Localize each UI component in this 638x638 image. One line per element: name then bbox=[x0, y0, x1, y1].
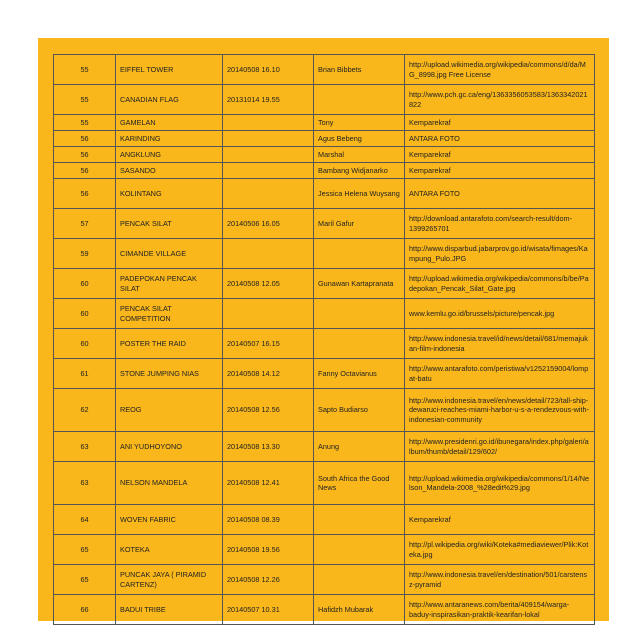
source-cell: Kemparekraf bbox=[405, 505, 595, 535]
source-cell: Kemparekraf bbox=[405, 147, 595, 163]
page-number-cell: 61 bbox=[54, 359, 116, 389]
date-cell bbox=[223, 147, 314, 163]
source-cell: http://www.antaranews.com/berita/409154/warga-baduy-inspirasikan-praktik-kearifan-lokal bbox=[405, 595, 595, 625]
author-cell: Maril Gafur bbox=[314, 209, 405, 239]
page-number-cell: 56 bbox=[54, 163, 116, 179]
source-cell: http://www.antarafoto.com/peristiwa/v1252159004/lompat-batu bbox=[405, 359, 595, 389]
date-cell: 20131014 19.55 bbox=[223, 85, 314, 115]
photo-title-cell: NELSON MANDELA bbox=[116, 462, 223, 505]
table-row bbox=[54, 147, 595, 163]
date-cell: 20140506 16.05 bbox=[223, 209, 314, 239]
source-cell: http://download.antarafoto.com/search-result/dom-1399265701 bbox=[405, 209, 595, 239]
table-row bbox=[54, 85, 595, 115]
photo-title-cell: WOVEN FABRIC bbox=[116, 505, 223, 535]
table-body bbox=[54, 55, 595, 625]
page-panel bbox=[38, 38, 609, 621]
page-number-cell: 55 bbox=[54, 115, 116, 131]
source-cell: http://www.indonesia.travel/id/news/detail/681/memajukan-film-indonesia bbox=[405, 329, 595, 359]
author-cell bbox=[314, 565, 405, 595]
table-row bbox=[54, 269, 595, 299]
photo-title-cell: ANGKLUNG bbox=[116, 147, 223, 163]
page-number-cell: 59 bbox=[54, 239, 116, 269]
photo-title-cell: PADEPOKAN PENCAK SILAT bbox=[116, 269, 223, 299]
author-cell: Jessica Helena Wuysang bbox=[314, 179, 405, 209]
page-number-cell: 56 bbox=[54, 131, 116, 147]
table-row bbox=[54, 359, 595, 389]
author-cell bbox=[314, 239, 405, 269]
source-cell: http://www.presidenri.go.id/ibunegara/index.php/galeri/album/thumb/detail/129/602/ bbox=[405, 432, 595, 462]
table-row bbox=[54, 595, 595, 625]
author-cell: Marshal bbox=[314, 147, 405, 163]
author-cell: South Africa the Good News bbox=[314, 462, 405, 505]
date-cell: 20140508 13.30 bbox=[223, 432, 314, 462]
date-cell bbox=[223, 131, 314, 147]
date-cell: 20140508 12.05 bbox=[223, 269, 314, 299]
photo-title-cell: STONE JUMPING NIAS bbox=[116, 359, 223, 389]
source-cell: Kemparekraf bbox=[405, 115, 595, 131]
author-cell: Brian Bibbets bbox=[314, 55, 405, 85]
page-number-cell: 55 bbox=[54, 85, 116, 115]
table-row bbox=[54, 505, 595, 535]
date-cell: 20140508 19.56 bbox=[223, 535, 314, 565]
author-cell: Sapto Budiarso bbox=[314, 389, 405, 432]
table-row bbox=[54, 179, 595, 209]
page-number-cell: 57 bbox=[54, 209, 116, 239]
page-number-cell: 55 bbox=[54, 55, 116, 85]
author-cell: Agus Bebeng bbox=[314, 131, 405, 147]
photo-title-cell: BADUI TRIBE bbox=[116, 595, 223, 625]
author-cell: Fanny Octavianus bbox=[314, 359, 405, 389]
source-cell: http://pl.wikipedia.org/wiki/Koteka#mediaviewer/Plik:Koteka.jpg bbox=[405, 535, 595, 565]
photo-title-cell: KOLINTANG bbox=[116, 179, 223, 209]
source-cell: http://www.indonesia.travel/en/news/detail/723/tall-ship-dewaruci-reaches-miami-harbor-u-s-a-rendezvous-with-indonesian-community bbox=[405, 389, 595, 432]
author-cell bbox=[314, 299, 405, 329]
source-cell: Kemparekraf bbox=[405, 163, 595, 179]
date-cell bbox=[223, 239, 314, 269]
photo-title-cell: POSTER THE RAID bbox=[116, 329, 223, 359]
date-cell: 20140508 12.41 bbox=[223, 462, 314, 505]
date-cell bbox=[223, 299, 314, 329]
table-row bbox=[54, 163, 595, 179]
page-number-cell: 60 bbox=[54, 299, 116, 329]
date-cell: 20140507 16.15 bbox=[223, 329, 314, 359]
author-cell: Bambang Widjanarko bbox=[314, 163, 405, 179]
page-number-cell: 63 bbox=[54, 462, 116, 505]
photo-title-cell: PUNCAK JAYA ( PIRAMID CARTENZ) bbox=[116, 565, 223, 595]
date-cell bbox=[223, 179, 314, 209]
author-cell: Hafidzh Mubarak bbox=[314, 595, 405, 625]
table-row bbox=[54, 535, 595, 565]
table-row bbox=[54, 565, 595, 595]
page-number-cell: 63 bbox=[54, 432, 116, 462]
source-cell: ANTARA FOTO bbox=[405, 179, 595, 209]
page-number-cell: 64 bbox=[54, 505, 116, 535]
source-cell: www.kemlu.go.id/brussels/picture/pencak.jpg bbox=[405, 299, 595, 329]
author-cell bbox=[314, 535, 405, 565]
date-cell: 20140508 12.26 bbox=[223, 565, 314, 595]
date-cell: 20140508 12.56 bbox=[223, 389, 314, 432]
author-cell: Gunawan Kartapranata bbox=[314, 269, 405, 299]
photo-title-cell: ANI YUDHOYONO bbox=[116, 432, 223, 462]
author-cell bbox=[314, 329, 405, 359]
photo-title-cell: REOG bbox=[116, 389, 223, 432]
photo-title-cell: SASANDO bbox=[116, 163, 223, 179]
photo-title-cell: KOTEKA bbox=[116, 535, 223, 565]
table-row bbox=[54, 55, 595, 85]
source-cell: http://upload.wikimedia.org/wikipedia/commons/1/14/Nelson_Mandela-2008_%28edit%29.jpg bbox=[405, 462, 595, 505]
date-cell bbox=[223, 115, 314, 131]
author-cell: Tony bbox=[314, 115, 405, 131]
photo-title-cell: CIMANDE VILLAGE bbox=[116, 239, 223, 269]
photo-title-cell: GAMELAN bbox=[116, 115, 223, 131]
page-number-cell: 65 bbox=[54, 565, 116, 595]
table-row bbox=[54, 209, 595, 239]
date-cell bbox=[223, 163, 314, 179]
date-cell: 20140508 14.12 bbox=[223, 359, 314, 389]
photo-title-cell: CANADIAN FLAG bbox=[116, 85, 223, 115]
page-number-cell: 56 bbox=[54, 179, 116, 209]
date-cell: 20140507 10.31 bbox=[223, 595, 314, 625]
source-cell: http://www.pch.gc.ca/eng/1363356053583/1363342021822 bbox=[405, 85, 595, 115]
author-cell bbox=[314, 85, 405, 115]
page-number-cell: 66 bbox=[54, 595, 116, 625]
author-cell bbox=[314, 505, 405, 535]
page-number-cell: 65 bbox=[54, 535, 116, 565]
page-number-cell: 62 bbox=[54, 389, 116, 432]
date-cell: 20140508 16.10 bbox=[223, 55, 314, 85]
photo-credits-table bbox=[53, 54, 595, 625]
source-cell: ANTARA FOTO bbox=[405, 131, 595, 147]
source-cell: http://www.disparbud.jabarprov.go.id/wisata/fimages/Kampung_Pulo.JPG bbox=[405, 239, 595, 269]
table-row bbox=[54, 239, 595, 269]
table-row bbox=[54, 115, 595, 131]
table-row bbox=[54, 432, 595, 462]
page-number-cell: 56 bbox=[54, 147, 116, 163]
photo-title-cell: KARINDING bbox=[116, 131, 223, 147]
photo-title-cell: PENCAK SILAT bbox=[116, 209, 223, 239]
table-row bbox=[54, 131, 595, 147]
date-cell: 20140508 08.39 bbox=[223, 505, 314, 535]
table-row bbox=[54, 299, 595, 329]
photo-title-cell: EIFFEL TOWER bbox=[116, 55, 223, 85]
photo-title-cell: PENCAK SILAT COMPETITION bbox=[116, 299, 223, 329]
page-number-cell: 60 bbox=[54, 329, 116, 359]
source-cell: http://www.indonesia.travel/en/destination/501/carstensz-pyramid bbox=[405, 565, 595, 595]
author-cell: Anung bbox=[314, 432, 405, 462]
source-cell: http://upload.wikimedia.org/wikipedia/commons/b/be/Padepokan_Pencak_Silat_Gate.jpg bbox=[405, 269, 595, 299]
page-number-cell: 60 bbox=[54, 269, 116, 299]
table-row bbox=[54, 462, 595, 505]
source-cell: http://upload.wikimedia.org/wikipedia/commons/d/da/MG_8998.jpg Free License bbox=[405, 55, 595, 85]
table-row bbox=[54, 329, 595, 359]
table-row bbox=[54, 389, 595, 432]
